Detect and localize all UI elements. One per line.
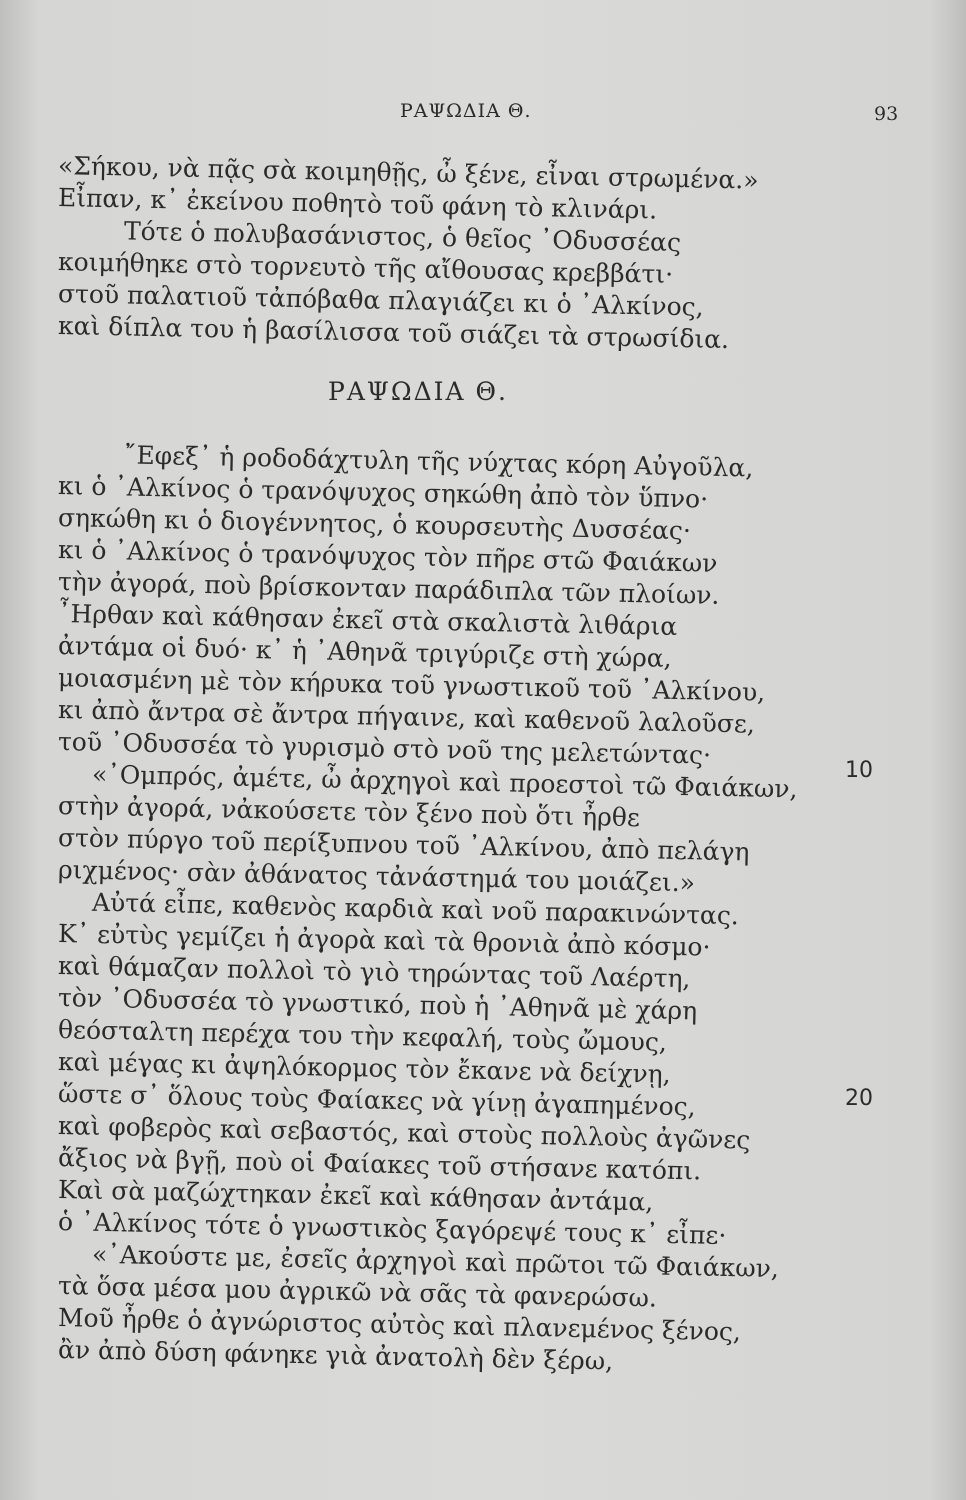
prelude-line: Εἶπαν, κ᾿ ἐκείνου ποθητὸ τοῦ φάνη τὸ κλινάρι. (57, 183, 658, 225)
prelude-line: στοῦ παλατιοῦ τἀπόβαθα πλαγιάζει κι ὁ ᾿Αλκίνος, (57, 279, 704, 322)
verse-line: στὸν πύργο τοῦ περίξυπνου τοῦ ᾿Αλκίνου, ἀπὸ πελάγη (57, 823, 750, 867)
verse-line: καὶ μέγας κι ἀψηλόκορμος τὸν ἔκανε νὰ δείχνῃ, (57, 1047, 671, 1089)
running-head: ΡΑΨΩΔΙΑ Θ. (400, 100, 532, 122)
verse-line: κι ὁ ᾿Αλκίνος ὁ τρανόψυχος σηκώθη ἀπὸ τὸν ὕπνο· (57, 471, 709, 514)
verse-line: τὰ ὅσα μέσα μου ἀγρικῶ νὰ σᾶς τὰ φανερώσω. (57, 1271, 658, 1313)
verse-line: ῏Ηρθαν καὶ κάθησαν ἐκεῖ στὰ σκαλιστὰ λιθάρια (57, 599, 678, 641)
page-number: 93 (874, 103, 899, 125)
verse-line: Κ᾿ εὐτὺς γεμίζει ἡ ἀγορὰ καὶ τὰ θρονιὰ ἀπὸ κόσμο· (57, 919, 711, 962)
verse-line: καὶ φοβερὸς καὶ σεβαστός, καὶ στοὺς πολλοὺς ἀγῶνες (57, 1111, 751, 1155)
verse-line: καὶ θάμαζαν πολλοὶ τὸ γιὸ τηρώντας τοῦ Λαέρτη, (57, 951, 691, 994)
section-title: ΡΑΨΩΔΙΑ Θ. (328, 377, 508, 406)
verse-line: ἄξιος νὰ βγῇ, ποὺ οἱ Φαίακες τοῦ στήσανε κατόπι. (57, 1143, 702, 1186)
line-number-20: 20 (845, 1086, 873, 1111)
verse-line: ῎Εφεξ᾿ ἡ ροδοδάχτυλη τῆς νύχτας κόρη Αὐγοῦλα, (123, 440, 754, 483)
text-block (57, 150, 818, 1376)
prelude-line: «Σήκου, νὰ πᾷς σὰ κοιμηθῇς, ὦ ξένε, εἶναι στρωμένα.» (57, 151, 759, 195)
verse-line: τὸν ᾿Οδυσσέα τὸ γνωστικό, ποὺ ἡ ᾿Αθηνᾶ μὲ χάρη (57, 983, 698, 1026)
line-number-10: 10 (845, 758, 873, 783)
verse-line: Καὶ σὰ μαζώχτηκαν ἐκεῖ καὶ κάθησαν ἀντάμα, (57, 1175, 654, 1217)
verse-line: σηκώθη κι ὁ διογέννητος, ὁ κουρσευτὴς Δυσσέας· (57, 503, 692, 546)
verse-line: θεόσταλτη περέχα του τὴν κεφαλή, τοὺς ὤμους, (57, 1015, 668, 1057)
verse-line: ὁ ᾿Αλκίνος τότε ὁ γνωστικὸς ξαγόρεψέ τους κ᾿ εἶπε· (57, 1207, 727, 1250)
prelude-line: Τότε ὁ πολυβασάνιστος, ὁ θεῖος ᾿Οδυσσέας (123, 216, 682, 258)
verse-line: ὥστε σ᾿ ὅλους τοὺς Φαίακες νὰ γίνῃ ἀγαπημένος, (57, 1079, 696, 1122)
prelude-line: καὶ δίπλα του ἡ βασίλισσα τοῦ σιάζει τὰ στρωσίδια. (57, 311, 730, 355)
verse-line: κι ἀπὸ ἄντρα σὲ ἄντρα πήγαινε, καὶ καθενοῦ λαλοῦσε, (57, 695, 756, 739)
verse-line: «᾿Ομπρός, ἀμέτε, ὦ ἀρχηγοὶ καὶ προεστοὶ τῶ Φαιάκων, (91, 759, 798, 804)
verse-line: τοῦ ᾿Οδυσσέα τὸ γυρισμὸ στὸ νοῦ της μελετώντας· (57, 727, 712, 770)
verse-line: ἂν ἀπὸ δύση φάνηκε γιὰ ἀνατολὴ δὲν ξέρω, (57, 1335, 614, 1376)
verse-line: ριχμένος· σὰν ἀθάνατος τἀνάστημά του μοιάζει.» (57, 855, 696, 898)
verse-line: ἀντάμα οἱ δυό· κ᾿ ἡ ᾿Αθηνᾶ τριγύριζε στὴ χώρα, (57, 631, 672, 673)
verse-line: «᾿Ακούστε με, ἐσεῖς ἀρχηγοὶ καὶ πρῶτοι τῶ Φαιάκων, (91, 1239, 780, 1284)
verse-line: στὴν ἀγορά, νἀκούσετε τὸν ξένο ποὺ ὅτι ἦρθε (57, 791, 641, 833)
verse-line: Μοῦ ἦρθε ὁ ἀγνώριστος αὐτὸς καὶ πλανεμένος ξένος, (57, 1303, 742, 1347)
verse-line: Αὐτά εἶπε, καθενὸς καρδιὰ καὶ νοῦ παρακινώντας. (91, 887, 740, 931)
prelude-line: κοιμήθηκε στὸ τορνευτὸ τῆς αἴθουσας κρεββάτι· (57, 247, 674, 289)
verse-line: κι ὁ ᾿Αλκίνος ὁ τρανόψυχος τὸν πῆρε στῶ Φαιάκων (57, 535, 718, 578)
verse-line: τὴν ἀγορά, ποὺ βρίσκονταν παράδιπλα τῶν πλοίων. (57, 567, 720, 610)
verse-line: μοιασμένη μὲ τὸν κήρυκα τοῦ γνωστικοῦ τοῦ ᾿Αλκίνου, (57, 663, 766, 707)
